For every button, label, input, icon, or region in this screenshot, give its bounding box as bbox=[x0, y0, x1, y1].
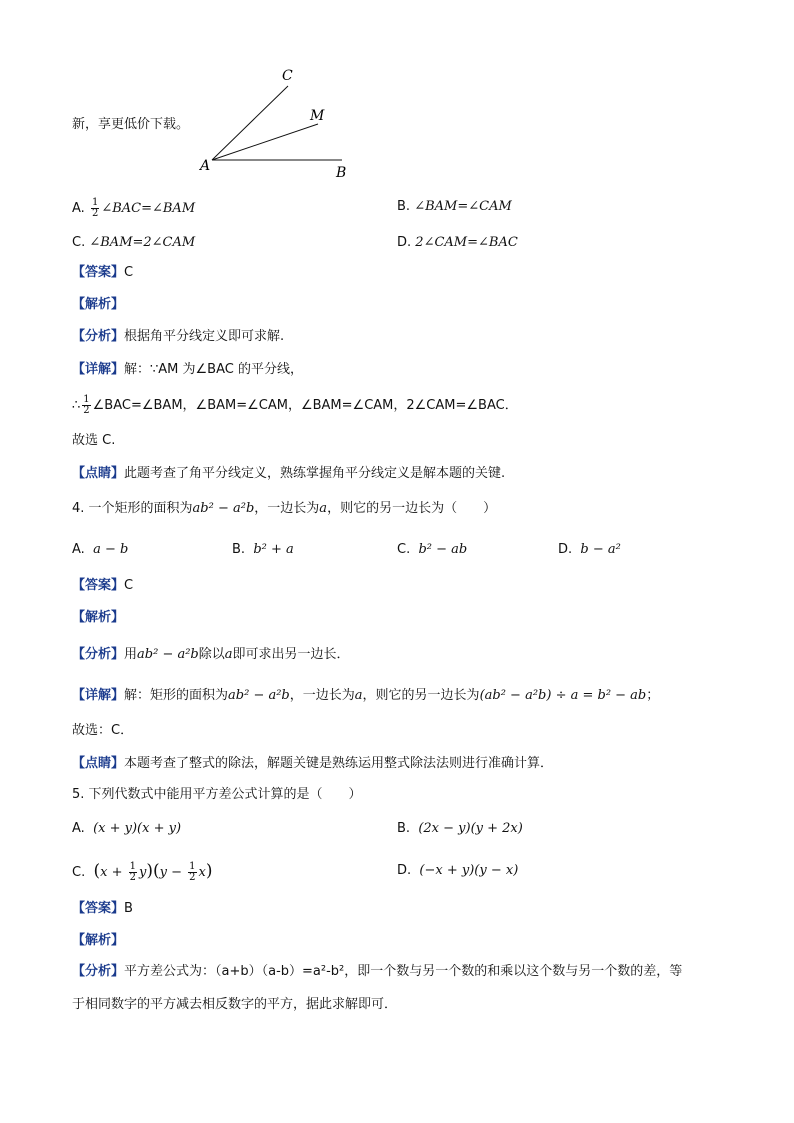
q5-option-a: A. (x + y)(x + y) bbox=[72, 821, 182, 836]
label-b: B bbox=[336, 165, 347, 181]
q4-option-b: B. b² + a bbox=[232, 542, 294, 557]
q3-analysis-heading: 【解析】 bbox=[72, 297, 125, 312]
q5-fenxi-line1: 【分析】平方差公式为：（a+b）（a-b）=a²-b²，即一个数与另一个数的和乘以这个数与另一个数的差，等 bbox=[72, 964, 683, 979]
q4-option-a: A. a − b bbox=[72, 542, 129, 557]
q5-option-b: B. (2x − y)(y + 2x) bbox=[397, 821, 523, 836]
q4-analysis-heading: 【解析】 bbox=[72, 610, 125, 625]
q3-option-c: C. ∠BAM=2∠CAM bbox=[72, 235, 196, 250]
fraction: $\frac{1}{2}$ bbox=[189, 861, 196, 883]
q4-option-c: C. b² − ab bbox=[397, 542, 468, 557]
q4-fenxi: 【分析】用ab² − a²b除以a即可求出另一边长． bbox=[72, 647, 350, 662]
q5-stem: 5. 下列代数式中能用平方差公式计算的是（ ） bbox=[72, 787, 362, 802]
q3-dianjing: 【点睛】此题考查了角平分线定义，熟练掌握角平分线定义是解本题的关键. bbox=[72, 466, 506, 481]
q3-step: ∴ $\frac{1}{2}$ ∠BAC=∠BAM，∠BAM=∠CAM，∠BAM=∠CAM，2∠CAM=∠BAC． bbox=[72, 394, 518, 416]
ray-ac bbox=[212, 86, 288, 160]
q4-conclusion: 故选：C． bbox=[72, 723, 134, 738]
label-m: M bbox=[310, 108, 325, 124]
ray-am bbox=[212, 124, 318, 160]
q5-option-c: C. (x + $\frac{1}{2}$ y)(y − $\frac{1}{2}$ x) bbox=[72, 861, 213, 883]
q4-answer: 【答案】C bbox=[72, 578, 134, 593]
q3-option-b: B. ∠BAM=∠CAM bbox=[397, 199, 512, 214]
intro-text: 新，享更低价下载。 bbox=[72, 117, 190, 132]
q3-xiangjie: 【详解】解：∵AM 为∠BAC 的平分线， bbox=[72, 362, 303, 377]
fraction: $\frac{1}{2}$ bbox=[129, 861, 136, 883]
q4-xiangjie: 【详解】解：矩形的面积为ab² − a²b，一边长为a，则它的另一边长为(ab² − a²b) ÷ a = b² − ab； bbox=[72, 688, 660, 703]
fraction: $\frac{1}{2}$ bbox=[83, 394, 90, 416]
q3-conclusion: 故选 C. bbox=[72, 433, 116, 448]
q3-fenxi: 【分析】根据角平分线定义即可求解. bbox=[72, 329, 285, 344]
q5-answer: 【答案】B bbox=[72, 901, 133, 916]
q4-stem: 4. 一个矩形的面积为ab² − a²b，一边长为a，则它的另一边长为（ ） bbox=[72, 501, 497, 516]
fraction: $\frac{1}{2}$ bbox=[91, 197, 99, 219]
q5-fenxi-line2: 于相同数字的平方减去相反数字的平方，据此求解即可． bbox=[72, 997, 398, 1012]
angle-figure bbox=[190, 62, 360, 186]
q3-option-d: D. 2∠CAM=∠BAC bbox=[397, 235, 518, 250]
label-c: C bbox=[282, 68, 293, 84]
q4-dianjing: 【点睛】本题考查了整式的除法，解题关键是熟练运用整式除法法则进行准确计算． bbox=[72, 756, 554, 771]
q5-analysis-heading: 【解析】 bbox=[72, 933, 125, 948]
q3-answer: 【答案】C bbox=[72, 265, 134, 280]
label-a: A bbox=[200, 158, 211, 174]
q4-option-d: D. b − a² bbox=[558, 542, 621, 557]
q5-option-d: D. (−x + y)(y − x) bbox=[397, 863, 519, 878]
q3-option-a: A. $\frac{1}{2}$ ∠BAC=∠BAM bbox=[72, 197, 196, 219]
